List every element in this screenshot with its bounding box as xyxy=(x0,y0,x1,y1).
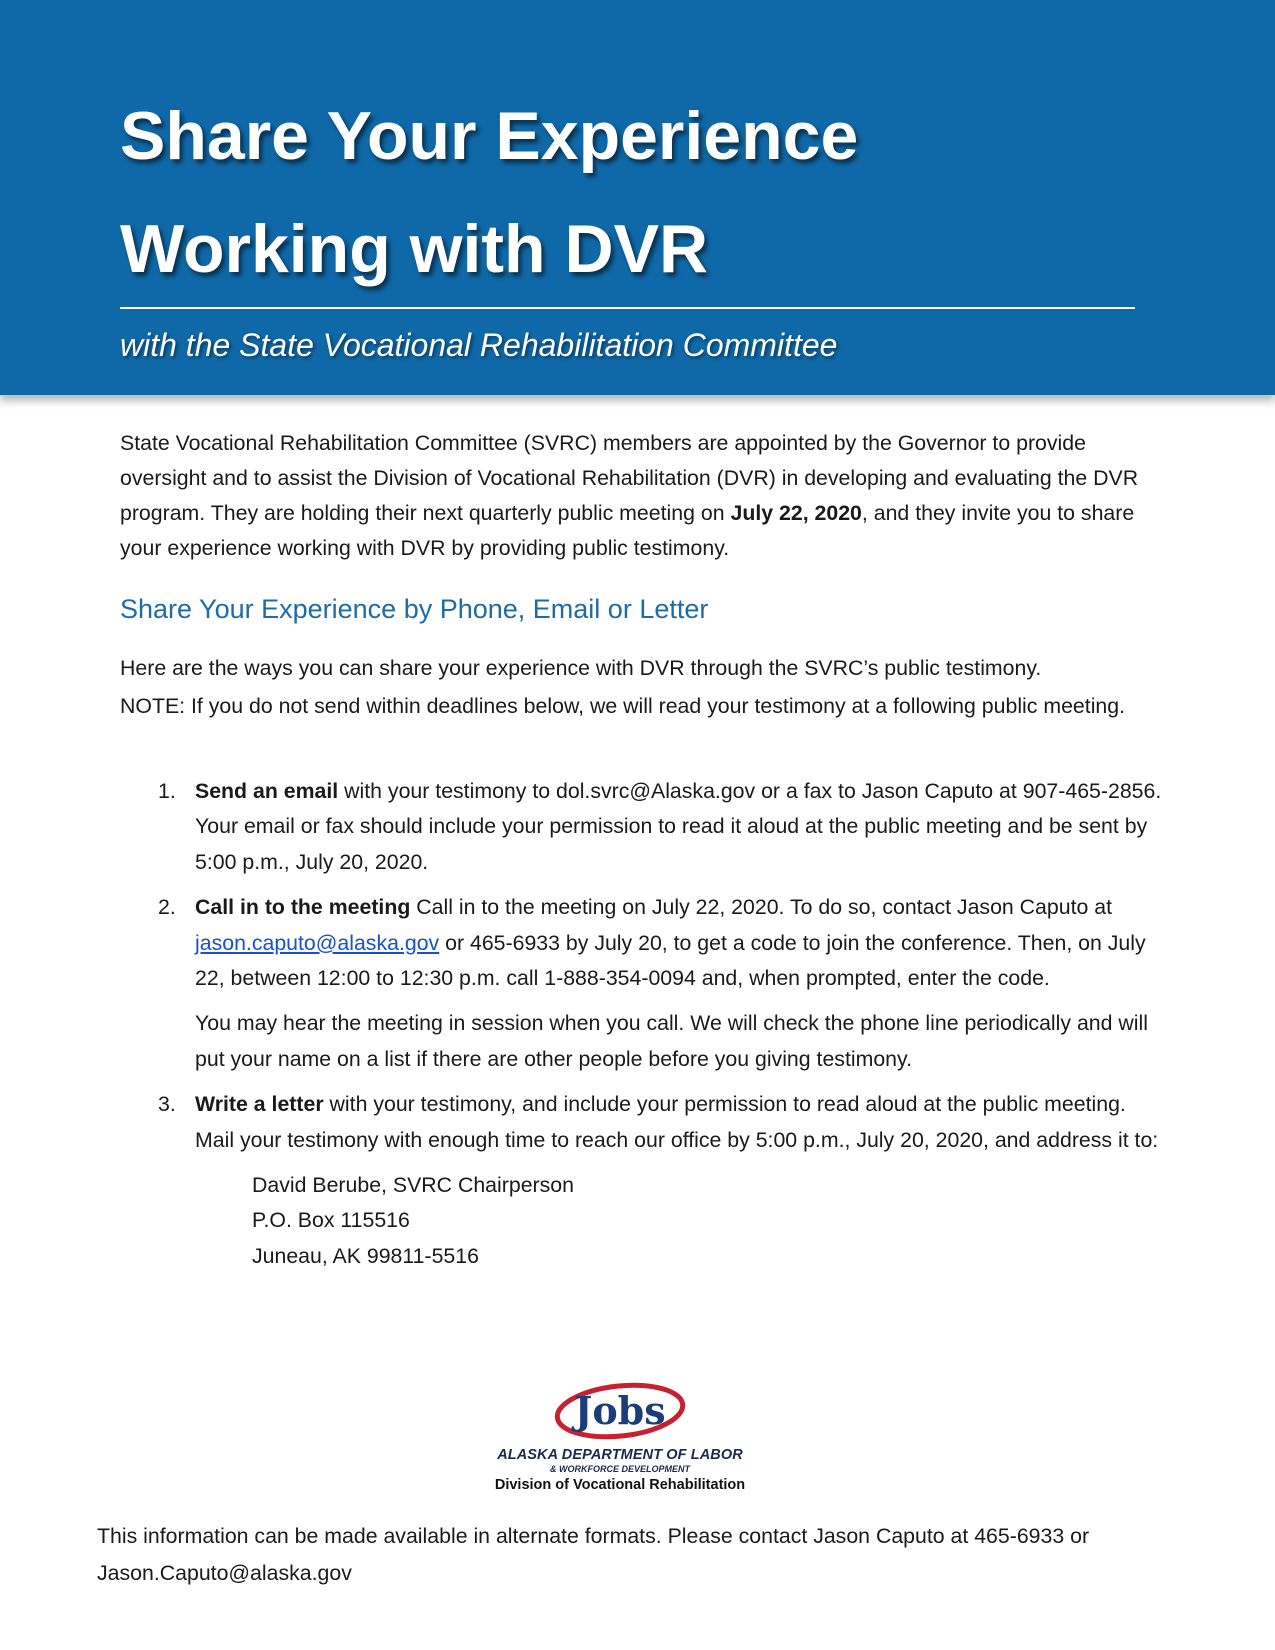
step-letter-body: with your testimony, and include your permission to read aloud at the public meeting. Mail your testimony with enough time to reach our office by 5:00 p.m., July 20, 2020, and address it to: xyxy=(195,1092,1159,1152)
logo-jobs-text: Jobs xyxy=(574,1388,666,1433)
logo-division: Division of Vocational Rehabilitation xyxy=(494,1477,746,1493)
step-email xyxy=(120,774,1165,880)
title-line-2: Working with DVR xyxy=(120,211,709,287)
step-letter xyxy=(120,1087,1165,1274)
address-line-2: P.O. Box 115516 xyxy=(252,1208,410,1233)
step-call-body-start: Call in to the meeting on July 22, 2020. To do so, contact Jason Caputo at xyxy=(410,895,1113,920)
footer-note xyxy=(97,1518,1177,1592)
footer-contact-email: Jason.Caputo@alaska.gov xyxy=(97,1561,352,1585)
jobs-logo xyxy=(470,1375,770,1500)
step-number: 3. xyxy=(158,1092,176,1117)
intro-paragraph xyxy=(120,426,1165,566)
contact-email-link[interactable]: jason.caputo@alaska.gov xyxy=(195,930,440,955)
page-title xyxy=(120,80,1120,306)
jobs-logo-mark xyxy=(550,1375,690,1443)
ways-line-1: Here are the ways you can share your experience with DVR through the SVRC’s public testimony. xyxy=(120,656,1042,680)
mailing-address xyxy=(252,1168,1165,1274)
steps-list xyxy=(120,774,1165,1274)
address-line-3: Juneau, AK 99811-5516 xyxy=(252,1243,479,1268)
step-call xyxy=(120,890,1165,1077)
intro-text-before: State Vocational Rehabilitation Committee (SVRC) members are appointed by the Governor to provide oversight and to assist the Division of Vocational Rehabilitation (DVR) in developing and evaluating the DVR program. They are holding their next quarterly public meeting on xyxy=(120,431,1139,525)
ways-note: NOTE: If you do not send within deadlines below, we will read your testimony at a following public meeting. xyxy=(120,693,1126,718)
header-banner xyxy=(0,0,1275,395)
subtitle: with the State Vocational Rehabilitation Committee xyxy=(120,327,838,363)
title-line-1: Share Your Experience xyxy=(120,98,859,174)
step-letter-text xyxy=(195,1087,1165,1158)
step-email-text xyxy=(195,774,1165,880)
step-call-body-end: or 465-6933 by July 20, to get a code to join the conference. Then, on July 22, between 12:00 to 12:30 p.m. call 1-888-354-0094 and, when prompted, enter the code. xyxy=(195,930,1146,991)
step-number: 1. xyxy=(158,779,176,803)
ways-paragraph xyxy=(120,650,1165,725)
step-call-text xyxy=(195,890,1165,996)
logo-department: ALASKA DEPARTMENT OF LABOR xyxy=(497,1447,743,1463)
step-email-body: with your testimony to dol.svrc@Alaska.gov or a fax to Jason Caputo at 907-465-2856. Your email or fax should include your permission to read it aloud at the public meeting and be sent by 5:00 p.m., July 20, 2020. xyxy=(195,779,1162,874)
step-call-title: Call in to the meeting xyxy=(195,895,411,920)
step-number: 2. xyxy=(158,895,176,920)
intro-text-after: , and they invite you to share your experience working with DVR by providing public testimony. xyxy=(120,501,1135,560)
meeting-date: July 22, 2020 xyxy=(730,501,862,525)
address-line-1: David Berube, SVRC Chairperson xyxy=(252,1173,574,1198)
step-call-note: You may hear the meeting in session when you call. We will check the phone line periodically and will put your name on a list if there are other people before you giving testimony. xyxy=(195,1011,1148,1071)
title-divider xyxy=(120,307,1135,309)
section-heading: Share Your Experience by Phone, Email or Letter xyxy=(120,594,709,624)
footer-line-1: This information can be made available in alternate formats. Please contact Jason Caputo at 465-6933 or xyxy=(97,1524,1090,1548)
logo-workforce: & WORKFORCE DEVELOPMENT xyxy=(549,1464,690,1474)
step-email-title: Send an email xyxy=(195,779,339,803)
step-letter-title: Write a letter xyxy=(195,1092,324,1117)
